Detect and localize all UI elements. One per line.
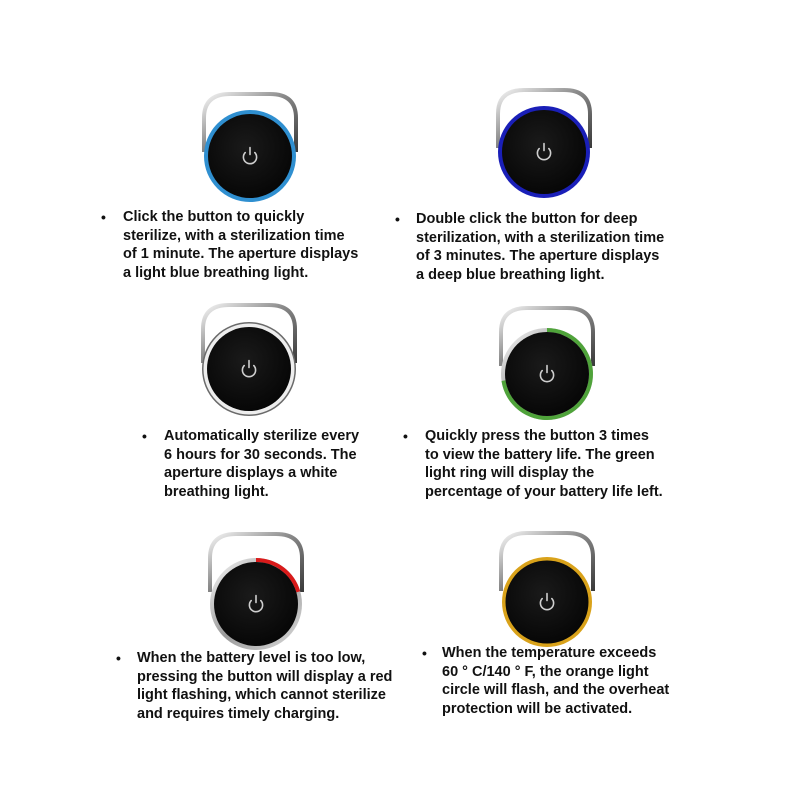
sterilizer-light-blue-ring (190, 88, 310, 208)
sterilizer-green-ring (487, 302, 607, 422)
bullet-icon: • (142, 428, 147, 444)
bullet-icon: • (116, 650, 121, 666)
description-low-battery: When the battery level is too low, pressing the button will display a red light flashing, which cannot sterilize and requires timely charging. (137, 650, 393, 722)
description-battery-life: Quickly press the button 3 times to view the battery life. The green light ring will display the percentage of your battery life left. (425, 428, 663, 500)
description-quick-sterilize: Click the button to quickly sterilize, with a sterilization time of 1 minute. The aperture displays a light blue breathing light. (123, 209, 359, 281)
bullet-icon: • (403, 428, 408, 444)
sterilizer-red-ring (196, 528, 316, 648)
bullet-icon: • (101, 209, 106, 225)
sterilizer-deep-blue-ring (484, 84, 604, 204)
description-auto-sterilize: Automatically sterilize every 6 hours for 30 seconds. The aperture displays a white breathing light. (164, 428, 360, 500)
description-deep-sterilize: Double click the button for deep sterilization, with a sterilization time of 3 minutes. The aperture displays a deep blue breathing light. (416, 211, 665, 283)
sterilizer-white-ring (189, 299, 309, 419)
sterilizer-orange-ring (487, 527, 607, 647)
description-overheat-protection: When the temperature exceeds 60 ° C/140 ° F, the orange light circle will flash, and the overheat protection will be activated. (442, 645, 670, 717)
bullet-icon: • (422, 645, 427, 661)
bullet-icon: • (395, 211, 400, 227)
